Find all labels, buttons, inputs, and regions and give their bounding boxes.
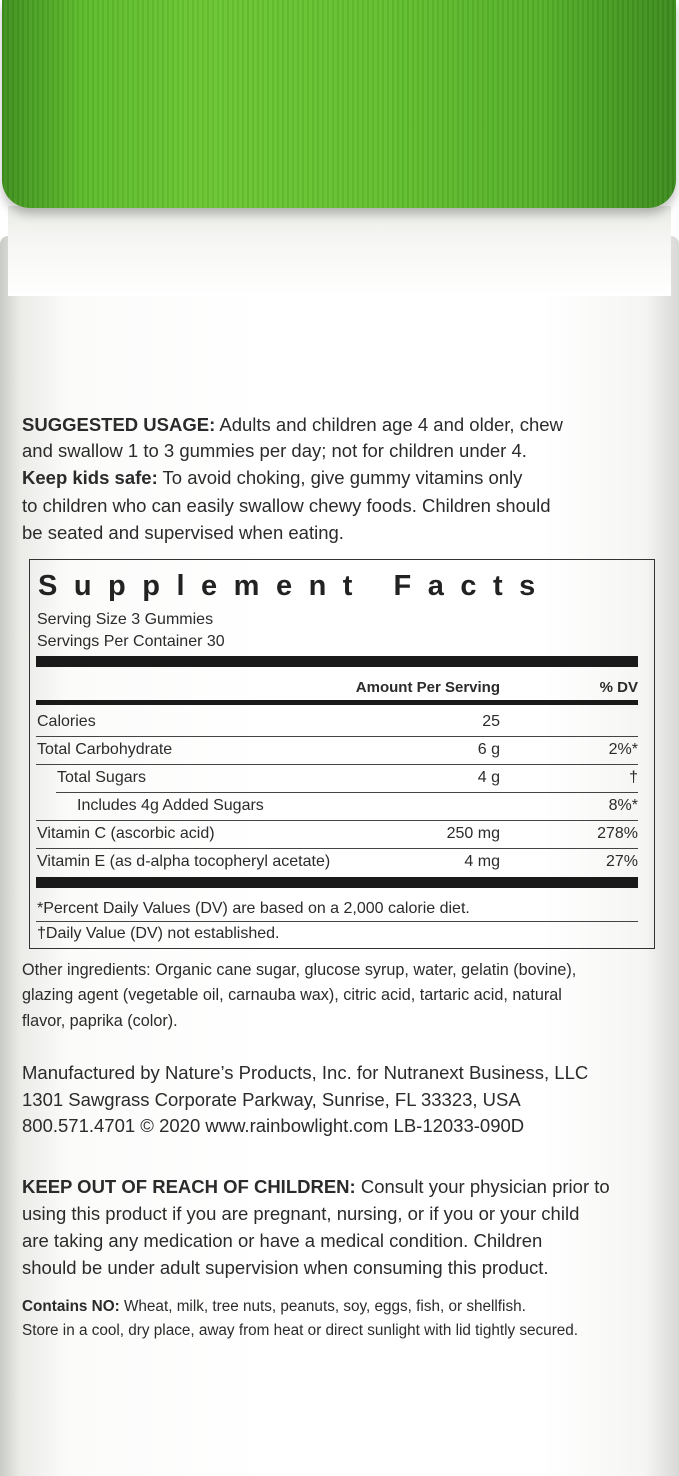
warning-label: KEEP OUT OF REACH OF CHILDREN: — [22, 1176, 356, 1197]
row-divider — [36, 736, 638, 737]
warning-line2: using this product if you are pregnant, nursing, or if you or your child — [22, 1203, 580, 1224]
row-sugars-name: Total Sugars — [57, 769, 146, 786]
kids-safe-line3: be seated and supervised when eating. — [22, 522, 344, 543]
row-divider — [36, 820, 638, 821]
row-added-sugars-name: Includes 4g Added Sugars — [77, 797, 264, 814]
footnote-divider — [36, 921, 638, 922]
suggested-usage-text1: Adults and children age 4 and older, chew — [219, 414, 563, 435]
manufacturer-line1: Manufactured by Nature’s Products, Inc. for Nutranext Business, LLC — [22, 1062, 589, 1083]
row-vitamin-e-amount: 4 mg — [464, 853, 500, 870]
ingredients-line3: flavor, paprika (color). — [22, 1012, 178, 1030]
row-vitamin-c-amount: 250 mg — [446, 825, 500, 842]
row-carb-dv: 2%* — [608, 741, 638, 758]
row-calories-name: Calories — [37, 713, 96, 730]
row-divider — [36, 848, 638, 849]
thick-divider-header — [36, 700, 638, 705]
row-sugars-dv: † — [629, 769, 638, 786]
row-vitamin-c-dv: 278% — [597, 825, 638, 842]
row-divider — [36, 764, 638, 765]
row-vitamin-c-name: Vitamin C (ascorbic acid) — [37, 825, 215, 842]
row-vitamin-e-name: Vitamin E (as d-alpha tocopheryl acetate) — [37, 853, 331, 870]
suggested-usage-line1 — [22, 413, 563, 438]
kids-safe-label: Keep kids safe: — [22, 467, 158, 488]
row-sugars-amount: 4 g — [477, 769, 500, 786]
contains-label: Contains NO: — [22, 1298, 120, 1315]
row-carb-amount: 6 g — [477, 741, 500, 758]
warning-text1: Consult your physician prior to — [360, 1176, 610, 1197]
supplement-facts-title: Supplement Facts — [38, 570, 552, 602]
contains-text: Wheat, milk, tree nuts, peanuts, soy, eggs, fish, or shellfish. — [123, 1298, 526, 1315]
kids-safe-text1: To avoid choking, give gummy vitamins only — [162, 467, 523, 488]
supplement-facts-panel — [29, 559, 655, 949]
storage-instructions: Store in a cool, dry place, away from heat or direct sunlight with lid tightly secured. — [22, 1322, 579, 1339]
footnote-dv: *Percent Daily Values (DV) are based on a 2,000 calorie diet. — [37, 900, 470, 917]
thick-divider-bottom — [36, 877, 638, 888]
suggested-usage-line2: and swallow 1 to 3 gummies per day; not for children under 4. — [22, 440, 527, 461]
row-added-sugars-dv: 8%* — [608, 797, 638, 814]
kids-safe-line1 — [22, 466, 522, 491]
suggested-usage-label: SUGGESTED USAGE: — [22, 414, 216, 435]
manufacturer-address: 1301 Sawgrass Corporate Parkway, Sunrise, FL 33323, USA — [22, 1089, 521, 1110]
footnote-not-established: †Daily Value (DV) not established. — [37, 925, 280, 942]
thick-divider-top — [36, 656, 638, 667]
row-vitamin-e-dv: 27% — [605, 853, 638, 870]
contains-line1 — [22, 1296, 526, 1317]
col-header-dv: % DV — [599, 679, 638, 696]
kids-safe-line2: to children who can easily swallow chewy foods. Children should — [22, 495, 551, 516]
row-calories-amount: 25 — [482, 713, 500, 730]
warning-line1 — [22, 1175, 610, 1200]
col-header-amount: Amount Per Serving — [355, 679, 500, 696]
servings-per-container: Servings Per Container 30 — [37, 633, 225, 650]
row-carb-name: Total Carbohydrate — [37, 741, 173, 758]
warning-line4: should be under adult supervision when consuming this product. — [22, 1257, 549, 1278]
ingredients-line2: glazing agent (vegetable oil, carnauba wax), citric acid, tartaric acid, natural — [22, 986, 562, 1004]
warning-line3: are taking any medication or have a medical condition. Children — [22, 1230, 543, 1251]
serving-size: Serving Size 3 Gummies — [37, 611, 214, 628]
row-divider — [56, 792, 638, 793]
manufacturer-contact: 800.571.4701 © 2020 www.rainbowlight.com LB-12033-090D — [22, 1115, 525, 1136]
ingredients-line1: Other ingredients: Organic cane sugar, glucose syrup, water, gelatin (bovine), — [22, 961, 577, 979]
